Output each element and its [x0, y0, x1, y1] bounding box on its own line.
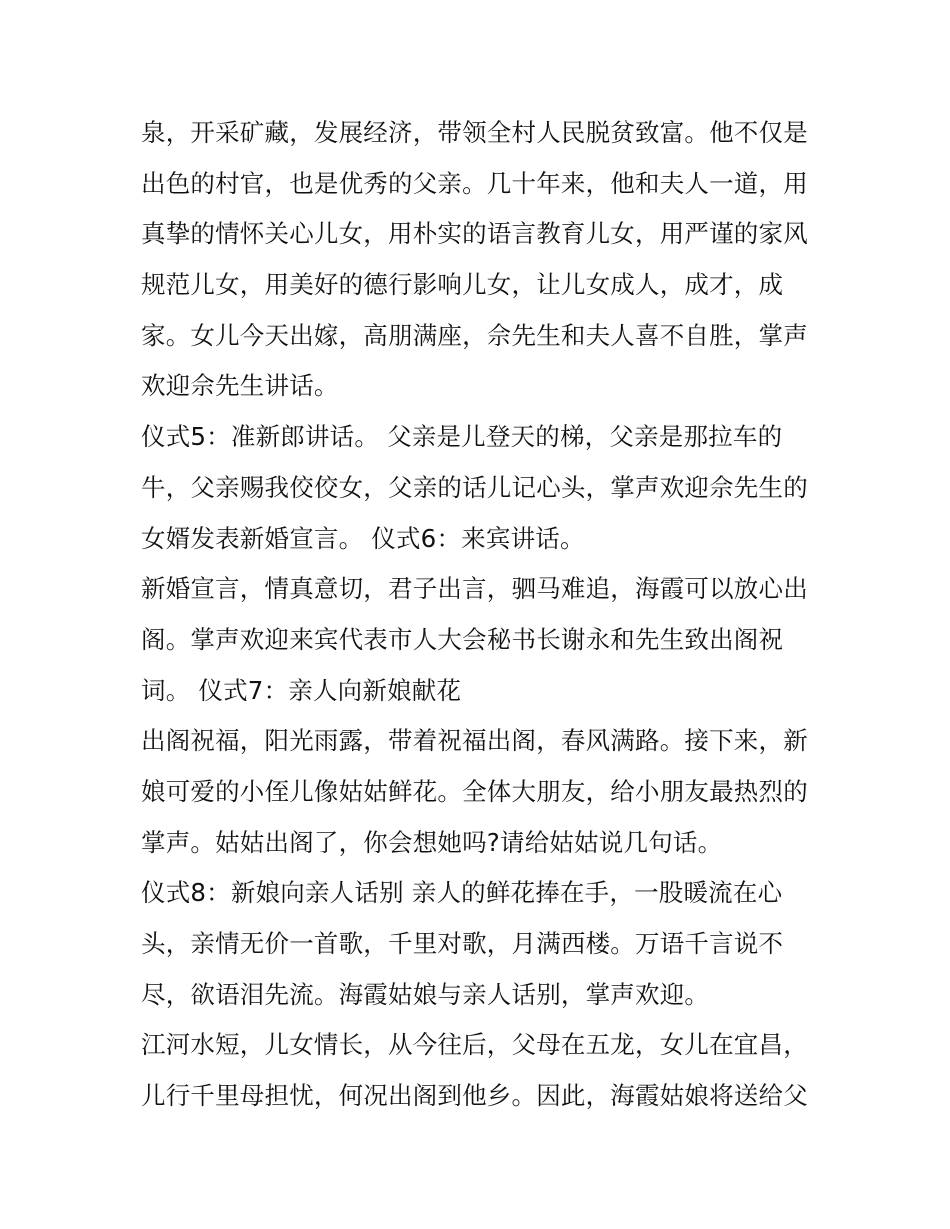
text-line: 欢迎佘先生讲话。: [141, 371, 339, 401]
text-line: 女婿发表新婚宣言。 仪式6：来宾讲话。: [141, 523, 585, 553]
text-line: 儿行千里母担忧，何况出阁到他乡。因此，海霞姑娘将送给父: [141, 1081, 808, 1111]
text-line: 头，亲情无价一首歌，千里对歌，月满西楼。万语千言说不: [141, 929, 784, 958]
text-line: 家。女儿今天出嫁，高朋满座，佘先生和夫人喜不自胜，掌声: [141, 320, 808, 350]
text-line: 仪式8：新娘向亲人话别 亲人的鲜花捧在手，一股暖流在心: [141, 878, 783, 908]
body-text: [141, 108, 821, 1122]
text-line: 词。 仪式7：亲人向新娘献花: [141, 675, 462, 705]
text-line: 尽，欲语泪先流。海霞姑娘与亲人话别，掌声欢迎。: [141, 979, 710, 1009]
text-line: 牛，父亲赐我佼佼女，父亲的话儿记心头，掌声欢迎佘先生的: [141, 472, 808, 502]
text-line: 仪式5：准新郎讲话。 父亲是儿登天的梯，父亲是那拉车的: [141, 422, 783, 452]
text-line: 新婚宣言，情真意切，君子出言，驷马难追，海霞可以放心出: [141, 574, 808, 604]
text-line: 泉，开采矿藏，发展经济，带领全村人民脱贫致富。他不仅是: [141, 118, 808, 147]
text-line: 娘可爱的小侄儿像姑姑鲜花。全体大朋友，给小朋友最热烈的: [141, 776, 808, 806]
text-line: 阁。掌声欢迎来宾代表市人大会秘书长谢永和先生致出阁祝: [141, 624, 784, 654]
text-line: 掌声。姑姑出阁了，你会想她吗?请给姑姑说几句话。: [141, 827, 723, 857]
text-line: 规范儿女，用美好的德行影响儿女，让儿女成人，成才，成: [141, 270, 784, 300]
text-line: 江河水短，儿女情长，从今往后，父母在五龙，女儿在宜昌，: [141, 1030, 808, 1060]
text-line: 真挚的情怀关心儿女，用朴实的语言教育儿女，用严谨的家风: [141, 219, 808, 249]
text-line: 出阁祝福，阳光雨露，带着祝福出阁，春风满路。接下来，新: [141, 726, 808, 756]
text-line: 出色的村官，也是优秀的父亲。几十年来，他和夫人一道，用: [141, 168, 808, 198]
